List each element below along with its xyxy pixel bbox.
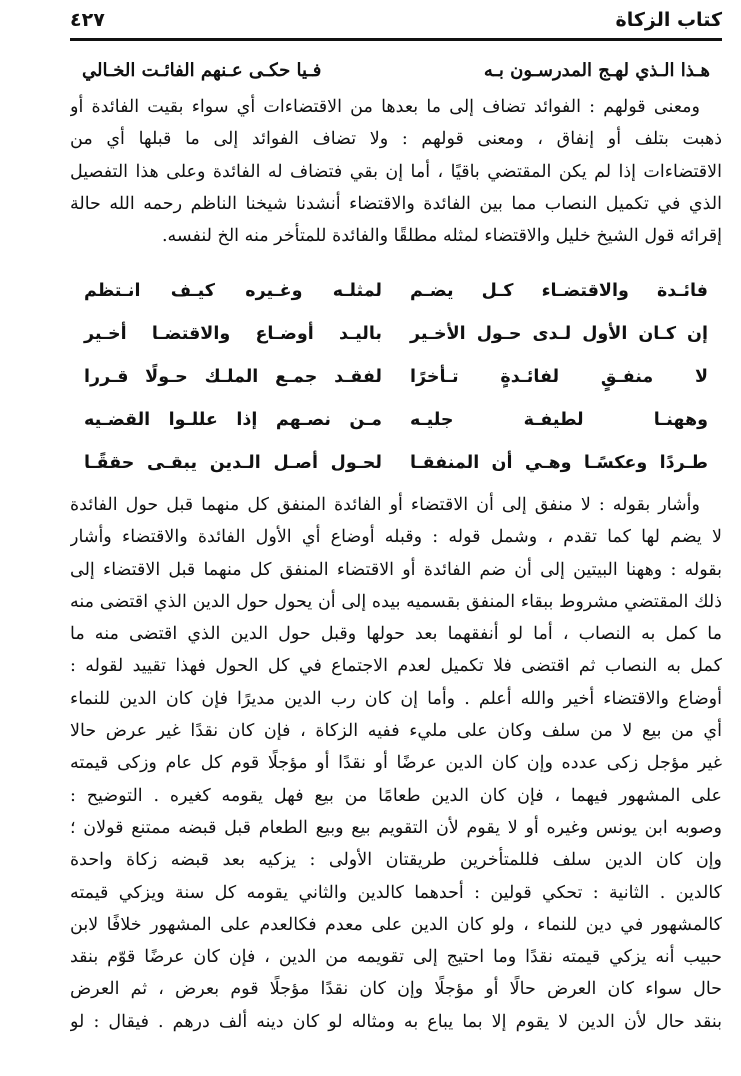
poem-verse <box>70 399 722 442</box>
poem-second-hemistich: لمثلـه وغـيره كيـف انـتظم <box>84 281 382 301</box>
verse-first-hemistich: هـذا الـذي لهـج المدرسـون بـه <box>483 60 710 81</box>
text-line: ما كمل به النصاب ، أما لو أنفقهما بعد حولها وقبل حول الدين الذي اقتضى منه ما <box>70 624 722 645</box>
text-line: حال سواء كان العرض حالًا أو مؤجلًا وإن كان نقدًا مؤجلًا قوم بعرض ، ثم العرض <box>70 979 722 1000</box>
poem-verse <box>70 356 722 399</box>
verse-second-hemistich: فـيا حكـى عـنهم الفائـت الخـالي <box>82 60 322 81</box>
text-line: كالدين . الثانية : تحكي قولين : أحدهما كالدين والثاني يقومه كل سنة ويزكي قيمته <box>70 882 722 903</box>
text-line: وصوبه ابن يونس وغيره أو لا يقوم لأن التقويم بيع وبيع الطعام قبل قبضه ممتنع قولان ؛ <box>70 817 722 838</box>
text-line: أي من بيع لا من سلف وكان على مليء ففيه الزكاة ، فإن كان نقدًا غير عرض حالا <box>70 721 722 742</box>
text-line: غير مؤجل زكى عدده وإن كان الدين عرضًا أو نقدًا أو مؤجلًا قوم كل عام وزكى قيمته <box>70 753 722 774</box>
text-line: على المشهور فيهما ، فإن كان الدين طعامًا من بيع فهل يقومه كغيره . التوضيح : <box>70 785 722 806</box>
page-header <box>70 4 722 36</box>
text-line: كمل به النصاب ثم اقتضى فلا تكميل لعدم الاجتماع في كل الحول فهذا تقييد لقوله : <box>70 656 722 677</box>
text-line: بقوله : وههنا البيتين إلى أن ضم الفائدة أو الاقتضاء المنفق كل منهما قبل الاقتضاء إلى <box>70 559 722 580</box>
text-line: وأشار بقوله : لا منفق إلى أن الاقتضاء أو الفائدة المنفق كل منهما قبل حول الفائدة <box>70 495 700 515</box>
text-line: إقرائه قول الشيخ خليل والاقتضاء لمثله مطلقًا والفائدة للمتأخر منه الخ لنفسه. <box>161 226 722 247</box>
poem-verse <box>70 442 722 485</box>
text-line: الاقتضاءات إذا لم يكن المقتضي باقيًا ، أما إن بقي فتضاف له الفائدة وعلى هذا التفصيل <box>70 161 722 182</box>
chapter-title: كتاب الزكاة <box>615 9 722 31</box>
text-line: حبيب أنه يزكي قيمته نقدًا وما احتيج إلى تقويمه من الدين ، فإن كان عرضًا قوّم بنقد <box>70 947 722 968</box>
text-line: كالمشهور في دين للنماء ، ولو كان الدين على معدم فكالعدم على المشهور خلافًا لابن <box>70 914 722 935</box>
text-line: ومعنى قولهم : الفوائد تضاف إلى ما بعدها من الاقتضاءات أي سواء بقيت الفائدة أو <box>70 97 700 117</box>
poem-first-hemistich: إن كـان الأول لـدى حـول الأخـير <box>410 324 708 344</box>
poem-verse <box>70 270 722 313</box>
poem-first-hemistich: طـردًا وعكسًـا وهـي أن المنفقـا <box>410 453 708 473</box>
poem-second-hemistich: لحـول أصـل الـدين يبقـى حققًـا <box>84 453 382 473</box>
paragraph-1 <box>70 91 722 252</box>
text-line: الذي في تكميل النصاب مما بين الفائدة والاقتضاء أنشدنا شيخنا الناظم رحمه الله حالة <box>70 193 722 214</box>
poem <box>70 270 722 485</box>
poem-first-hemistich: لا منفـقٍ لفائـدةٍ تـأخرًا <box>410 367 708 387</box>
poem-verse <box>70 313 722 356</box>
text-line: أوضاع والاقتضاء أخير والله أعلم . وأما إن كان رب الدين مديرًا فإن كان الدين للنماء <box>70 688 722 709</box>
poem-second-hemistich: مـن نصـهم إذا عللـوا القضـيه <box>84 410 382 430</box>
page-number: ٤٢٧ <box>70 9 105 31</box>
poem-second-hemistich: لفقـد جمـع الملـك حـولًا قـررا <box>84 367 382 387</box>
text-line: بنقد حال لأن الدين لا يقوم إلا بما يباع به ومثاله لو كان دينه ألف درهم . فيقال : لو <box>70 1011 722 1032</box>
text-line: ذهبت بتلف أو إنفاق ، ومعنى قولهم : ولا تضاف الفوائد إلى ما قبلها أي من <box>70 129 722 150</box>
poem-first-hemistich: فائـدة والاقتضـاء كـل يضـم <box>410 281 708 301</box>
poem-first-hemistich: وههنـا لطيفـة جليـه <box>410 410 708 430</box>
poem-second-hemistich: باليـد أوضـاع والاقتضـا أخـير <box>84 324 382 344</box>
text-line: لا يضم لها كما تقدم ، وشمل قوله : وقبله أوضاع أي الأول الفائدة والاقتضاء وأشار <box>70 527 722 548</box>
paragraph-2 <box>70 489 722 1038</box>
text-line: ذلك المقتضي مشروط ببقاء المنفق بقسميه بيده إلى أن يحول حول الدين الذي اقتضى منه <box>70 591 722 612</box>
header-rule <box>70 38 722 41</box>
top-verse <box>70 60 722 81</box>
text-line: وإن كان الدين سلف فللمتأخرين طريقتان الأولى : يزكيه بعد قبضه زكاة واحدة <box>70 850 722 871</box>
